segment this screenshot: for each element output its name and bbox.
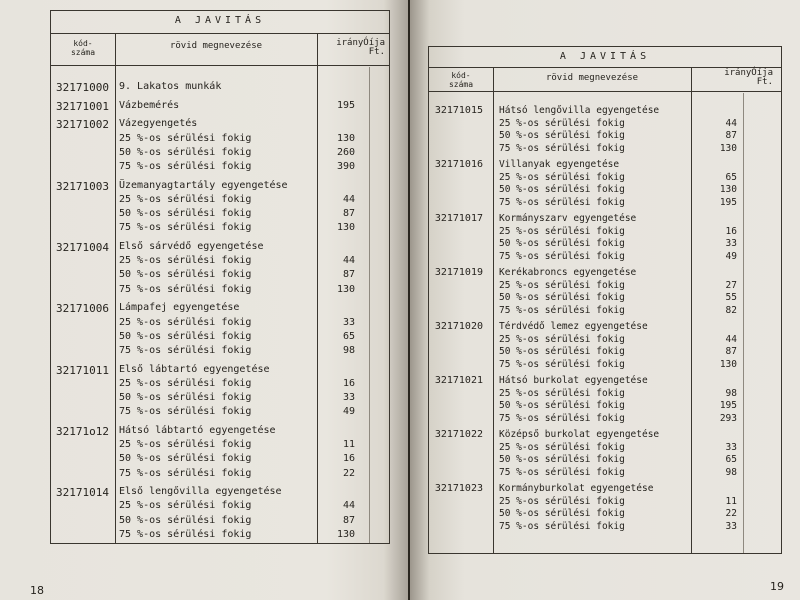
item-price: 195	[719, 400, 737, 412]
item-description: 25 %-os sérülési fokig	[499, 495, 625, 507]
header-divider	[51, 65, 389, 66]
item-price: 87	[342, 208, 355, 220]
right-code-header	[429, 71, 493, 89]
column-divider	[493, 67, 494, 553]
item-price: 11	[725, 495, 737, 507]
item-description: 50 %-os sérülési fokig	[119, 146, 252, 158]
item-description: Kerékabroncs egyengetése	[499, 267, 637, 278]
code-header-line2: száma	[70, 48, 96, 57]
item-code: 32171016	[434, 159, 483, 170]
item-price: 130	[336, 132, 355, 144]
item-price: 44	[725, 117, 737, 129]
item-price: 33	[342, 392, 355, 403]
item-description: Vázegyengetés	[119, 118, 198, 130]
item-description: Hátsó burkolat egyengetése	[499, 375, 648, 386]
item-price: 87	[725, 346, 737, 358]
item-description: Lámpafej egyengetése	[119, 302, 240, 314]
item-description: Első lengővilla egyengetése	[119, 486, 282, 498]
right-table-title: A JAVITÁS	[559, 51, 651, 62]
item-price: 87	[342, 514, 355, 526]
item-description: 50 %-os sérülési fokig	[119, 208, 252, 220]
item-price: 55	[725, 292, 737, 304]
item-description: Térdvédő lemez egyengetése	[499, 321, 648, 332]
item-description: 75 %-os sérülési fokig	[499, 521, 625, 533]
item-price: 16	[342, 377, 355, 389]
item-description: Villanyak egyengetése	[499, 159, 620, 170]
item-price: 87	[725, 130, 737, 142]
item-description: 25 %-os sérülési fokig	[119, 132, 252, 144]
price-header-line2: Ft.	[368, 47, 385, 57]
item-description: 25 %-os sérülési fokig	[499, 279, 625, 291]
right-name-header: rövid megnevezése	[545, 73, 639, 83]
item-description: 75 %-os sérülési fokig	[119, 222, 252, 234]
item-description: 25 %-os sérülési fokig	[119, 439, 252, 451]
item-description: 75 %-os sérülési fokig	[499, 467, 625, 479]
item-description: Kormányburkolat egyengetése	[499, 483, 654, 494]
item-code: 32171001	[56, 99, 109, 113]
item-code: 32171000	[56, 81, 109, 94]
item-description: 50 %-os sérülési fokig	[499, 292, 625, 304]
code-header-line2: száma	[448, 80, 474, 89]
item-price: 260	[336, 146, 355, 158]
item-description: Hátsó lábtartó egyengetése	[119, 424, 276, 436]
item-price: 49	[725, 251, 737, 263]
item-description: 50 %-os sérülési fokig	[499, 508, 625, 520]
item-description: 75 %-os sérülési fokig	[119, 528, 252, 540]
item-description: 50 %-os sérülési fokig	[499, 238, 625, 250]
item-price: 16	[725, 225, 737, 237]
price-header-line2: Ft.	[756, 77, 773, 87]
price-header-line1: irányÓíja	[724, 68, 773, 78]
column-divider	[369, 67, 370, 543]
item-description: 25 %-os sérülési fokig	[499, 333, 625, 345]
item-price: 33	[725, 238, 737, 250]
item-price: 33	[725, 521, 737, 533]
item-price: 195	[336, 99, 355, 111]
item-description: 50 %-os sérülési fokig	[119, 330, 252, 342]
item-description: 75 %-os sérülési fokig	[499, 305, 625, 317]
item-description: 25 %-os sérülési fokig	[119, 500, 252, 512]
code-header-line1: kód-	[73, 39, 93, 48]
item-code: 32171015	[434, 105, 483, 116]
item-description: 75 %-os sérülési fokig	[499, 359, 625, 371]
item-description: 75 %-os sérülési fokig	[499, 197, 625, 209]
right-page-number: 19	[770, 580, 784, 593]
item-price: 87	[342, 269, 355, 281]
item-description: 75 %-os sérülési fokig	[119, 406, 252, 418]
item-description: 25 %-os sérülési fokig	[499, 171, 625, 183]
item-description: 25 %-os sérülési fokig	[499, 225, 625, 237]
left-page-number: 18	[30, 584, 44, 597]
item-code: 32171006	[56, 302, 109, 316]
title-divider	[51, 33, 389, 34]
item-price: 16	[342, 453, 355, 465]
item-price: 130	[719, 143, 737, 155]
item-description: Hátsó lengővilla egyengetése	[499, 105, 660, 116]
item-price: 44	[342, 500, 355, 512]
item-price: 130	[336, 283, 355, 295]
item-code: 32171022	[434, 429, 483, 440]
item-description: 25 %-os sérülési fokig	[499, 441, 625, 453]
item-price: 65	[725, 454, 737, 466]
item-price: 33	[342, 316, 355, 328]
item-description: 9. Lakatos munkák	[119, 81, 222, 92]
item-description: Első sárvédő egyengetése	[119, 241, 264, 252]
item-price: 82	[725, 305, 737, 317]
header-divider	[429, 91, 781, 92]
item-description: 25 %-os sérülési fokig	[499, 117, 625, 129]
item-price: 98	[725, 387, 737, 399]
item-description: 25 %-os sérülési fokig	[119, 377, 252, 389]
item-price: 98	[342, 344, 355, 356]
item-description: 50 %-os sérülési fokig	[119, 453, 252, 465]
item-price: 65	[342, 330, 355, 342]
item-price: 130	[719, 359, 737, 371]
right-price-table	[428, 46, 782, 554]
item-price: 195	[719, 197, 737, 209]
left-price-header	[317, 39, 389, 57]
right-page	[410, 0, 800, 600]
item-description: 50 %-os sérülési fokig	[499, 346, 625, 358]
item-description: 25 %-os sérülési fokig	[119, 255, 252, 267]
item-code: 32171023	[434, 483, 483, 494]
left-name-header: rövid megnevezése	[169, 41, 263, 51]
item-code: 32171019	[434, 267, 483, 278]
item-description: 75 %-os sérülési fokig	[499, 143, 625, 155]
item-price: 130	[719, 184, 737, 196]
item-price: 11	[342, 439, 355, 451]
item-code: 32171o12	[56, 424, 109, 438]
item-description: 75 %-os sérülési fokig	[499, 251, 625, 263]
column-divider	[115, 33, 116, 543]
item-code: 32171021	[434, 375, 483, 386]
right-price-header	[691, 69, 781, 87]
item-price: 27	[725, 279, 737, 291]
item-description: 75 %-os sérülési fokig	[119, 283, 252, 295]
item-description: Első lábtartó egyengetése	[119, 363, 270, 375]
item-price: 390	[336, 161, 355, 172]
item-price: 49	[342, 406, 355, 418]
item-price: 33	[725, 441, 737, 453]
item-description: 75 %-os sérülési fokig	[119, 161, 252, 172]
item-price: 44	[342, 255, 355, 267]
price-header-line1: irányÓíja	[336, 38, 385, 48]
item-description: 25 %-os sérülési fokig	[119, 193, 252, 205]
item-description: Kormányszarv egyengetése	[499, 213, 637, 224]
item-code: 32171003	[56, 179, 109, 193]
item-description: 50 %-os sérülési fokig	[499, 400, 625, 412]
item-description: 50 %-os sérülési fokig	[499, 454, 625, 466]
item-description: 50 %-os sérülési fokig	[119, 514, 252, 526]
item-code: 32171004	[56, 241, 109, 254]
item-code: 32171020	[434, 321, 483, 332]
item-description: 75 %-os sérülési fokig	[499, 413, 625, 425]
item-description: 50 %-os sérülési fokig	[499, 130, 625, 142]
item-price: 98	[725, 467, 737, 479]
item-code: 32171011	[56, 363, 109, 377]
item-price: 22	[342, 467, 355, 479]
item-price: 44	[725, 333, 737, 345]
item-code: 32171002	[56, 118, 109, 132]
item-price: 130	[336, 528, 355, 540]
left-code-header	[51, 39, 115, 57]
item-price: 130	[336, 222, 355, 234]
item-description: Vázbemérés	[119, 99, 180, 111]
item-description: 75 %-os sérülési fokig	[119, 344, 252, 356]
item-description: 25 %-os sérülési fokig	[119, 316, 252, 328]
item-price: 44	[342, 193, 355, 205]
item-description: 50 %-os sérülési fokig	[499, 184, 625, 196]
item-code: 32171017	[434, 213, 483, 224]
item-description: Üzemanyagtartály egyengetése	[119, 179, 288, 191]
left-table-title: A JAVITÁS	[174, 15, 266, 26]
item-price: 65	[725, 171, 737, 183]
item-code: 32171014	[56, 486, 109, 500]
item-description: Középső burkolat egyengetése	[499, 429, 660, 440]
column-divider	[743, 93, 744, 553]
left-price-table	[50, 10, 390, 544]
item-description: 75 %-os sérülési fokig	[119, 467, 252, 479]
item-price: 293	[719, 413, 737, 425]
item-description: 50 %-os sérülési fokig	[119, 392, 252, 403]
code-header-line1: kód-	[451, 71, 471, 80]
item-description: 50 %-os sérülési fokig	[119, 269, 252, 281]
item-description: 25 %-os sérülési fokig	[499, 387, 625, 399]
item-price: 22	[725, 508, 737, 520]
